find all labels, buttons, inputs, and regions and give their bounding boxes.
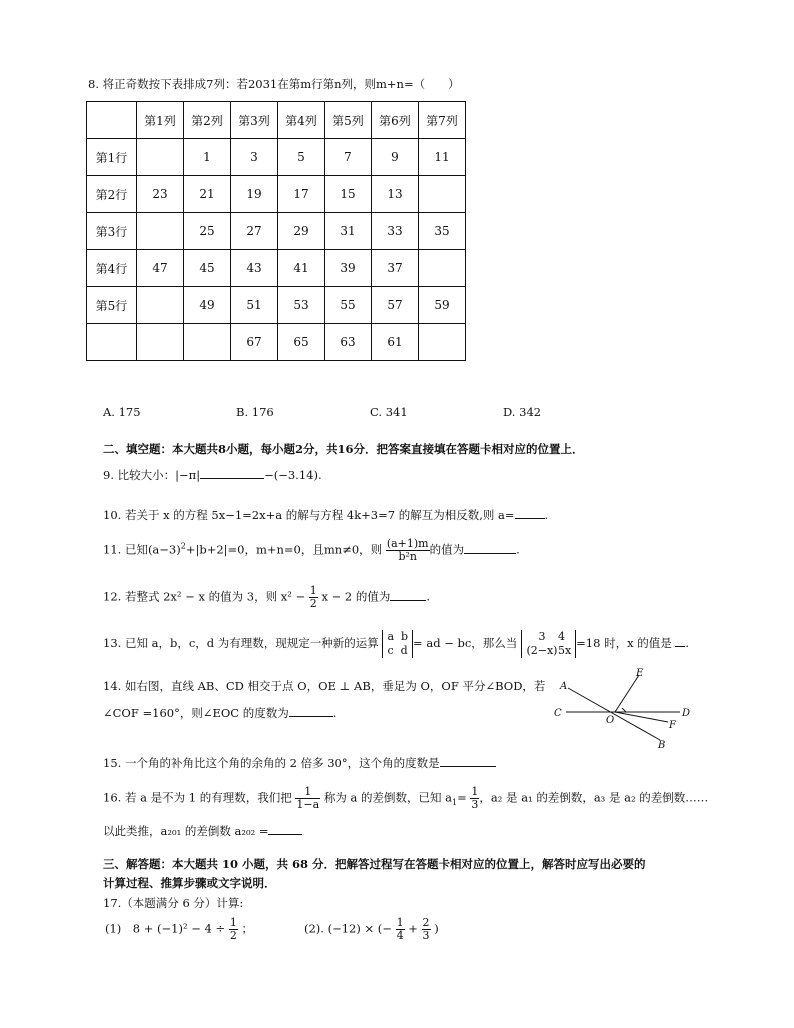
table-cell: [137, 287, 184, 324]
table-cell: 29: [278, 213, 325, 250]
table-cell: 63: [325, 324, 372, 361]
table-cell: 61: [372, 324, 419, 361]
q17-p2-den1: 4: [396, 929, 404, 942]
q17-p2-num2: 2: [422, 916, 430, 929]
q12-part-a: 12. 若整式 2x² − x 的值为 3，则 x² −: [103, 589, 306, 604]
perpendicular-mark: [622, 708, 626, 712]
q10: [103, 506, 548, 523]
q14-line2: [103, 704, 336, 721]
table-cell: [137, 213, 184, 250]
q14-end: .: [332, 706, 337, 720]
q16-numerator2: 1: [471, 785, 479, 798]
table-cell: 59: [419, 287, 466, 324]
table-cell: 43: [231, 250, 278, 287]
q14-answer-blank: [289, 704, 333, 717]
section3-line1: 三、解答题：本大题共 10 小题，共 68 分．把解答过程写在答题卡相对应的位置上，解答时应写出必要的: [103, 857, 646, 871]
table-cell: 41: [278, 250, 325, 287]
table-cell: 23: [137, 176, 184, 213]
table-cell: 第6列: [372, 102, 419, 139]
q11-part-d: 的值为: [429, 542, 465, 557]
table-cell: 19: [231, 176, 278, 213]
q17-part2-end: ): [434, 921, 439, 936]
q14-angle-figure: [552, 665, 692, 750]
table-cell: 37: [372, 250, 419, 287]
table-cell: 31: [325, 213, 372, 250]
table-cell: [184, 324, 231, 361]
table-cell: [87, 324, 137, 361]
q16-subscript: 1: [452, 797, 458, 807]
q8-option-a: A. 175: [103, 405, 141, 419]
table-cell: 51: [231, 287, 278, 324]
q11-answer-blank: [464, 541, 516, 554]
q11-exponent: 2: [180, 541, 186, 551]
table-cell: [137, 324, 184, 361]
det-cell: a: [387, 630, 394, 643]
q17-part1: [105, 917, 253, 942]
q13-determinant-abcd: [382, 630, 413, 658]
q17-part2: [304, 917, 439, 942]
q11: [103, 538, 520, 563]
table-cell: 13: [372, 176, 419, 213]
table-cell: 第5行: [87, 287, 137, 324]
table-cell: 25: [184, 213, 231, 250]
q12-denominator: 2: [309, 597, 317, 610]
det-cell: 5x: [557, 644, 572, 657]
q16-equals: =: [457, 790, 467, 805]
table-cell: 65: [278, 324, 325, 361]
table-cell: 57: [372, 287, 419, 324]
q11-fraction: [386, 538, 430, 563]
table-cell: 5: [278, 139, 325, 176]
q8-option-c: C. 341: [370, 405, 408, 419]
q17-part2-plus: +: [408, 921, 418, 936]
ray-oe: [615, 675, 639, 712]
q17-title: 17.（本题满分 6 分）计算:: [103, 896, 244, 910]
table-cell: 1: [184, 139, 231, 176]
q9-right: −(−3.14).: [264, 468, 322, 482]
label-c: C: [554, 708, 562, 719]
q11-denominator: b²n: [398, 550, 417, 563]
label-e: E: [636, 668, 644, 679]
q16-line1: [103, 786, 708, 811]
q11-part-c: +|b+2|=0，m+n=0，且mn≠0，则: [185, 542, 383, 557]
table-row: [87, 213, 466, 250]
section2-title: 二、填空题：本大题共8小题，每小题2分，共16分．把答案直接填在答题卡相对应的位置上．: [103, 442, 584, 456]
q16-line2: [103, 822, 302, 839]
table-cell: 第7列: [419, 102, 466, 139]
q16-part-b: 称为 a 的差倒数，已知 a: [323, 790, 453, 805]
q13: [103, 630, 689, 658]
q11-end: .: [516, 542, 520, 557]
q17-part2-fraction1: [396, 917, 405, 942]
q13-part-a: 13. 已知 a，b，c，d 为有理数，现规定一种新的运算: [103, 636, 379, 650]
q16-part-a: 16. 若 a 是不为 1 的有理数，我们把: [103, 790, 292, 805]
q12-fraction: [309, 585, 318, 610]
table-cell: 33: [372, 213, 419, 250]
table-cell: 67: [231, 324, 278, 361]
q15-answer-blank: [440, 754, 496, 767]
label-a: A: [560, 681, 568, 692]
table-cell: 第1列: [137, 102, 184, 139]
q8-stem: 8. 将正奇数按下表排成7列：若2031在第m行第n列，则m+n=（ ）: [88, 77, 460, 91]
det-cell: b: [401, 630, 409, 643]
table-cell: 47: [137, 250, 184, 287]
q16-denominator: 1−a: [296, 798, 320, 811]
table-cell: [87, 102, 137, 139]
table-cell: 55: [325, 287, 372, 324]
det-cell: c: [387, 644, 394, 657]
q17-part2-fraction2: [422, 917, 431, 942]
q12-part-b: x − 2 的值为: [321, 589, 391, 604]
det-cell: 3: [538, 630, 546, 643]
table-cell: 7: [325, 139, 372, 176]
table-cell: 39: [325, 250, 372, 287]
line-ab: [568, 688, 660, 740]
table-row: [87, 324, 466, 361]
table-cell: 第4列: [278, 102, 325, 139]
q17-part1-text: (1) 8 + (−1)² − 4 ÷: [105, 921, 226, 936]
q16-part-d: ，a₂ 是 a₁ 的差倒数，a₃ 是 a₂ 的差倒数……: [479, 790, 709, 805]
table-cell: 3: [231, 139, 278, 176]
table-cell: 第4行: [87, 250, 137, 287]
table-cell: 第5列: [325, 102, 372, 139]
q9-abs-pi: |−π|: [175, 468, 201, 482]
table-cell: [419, 250, 466, 287]
q9-label: 9. 比较大小：: [103, 468, 176, 482]
q13-part-c: =18 时，x 的值是: [576, 636, 672, 650]
q14-line2-text: ∠COF =160°，则∠EOC 的度数为: [103, 706, 289, 720]
q9-answer-blank: [200, 466, 264, 479]
label-d: D: [682, 708, 691, 719]
q17-p2-den2: 3: [422, 929, 430, 942]
table-cell: 53: [278, 287, 325, 324]
det-cell: 4: [557, 630, 565, 643]
table-row: [87, 287, 466, 324]
q10-text: 10. 若关于 x 的方程 5x−1=2x+a 的解与方程 4k+3=7 的解互为相反数,则 a=: [103, 508, 515, 522]
table-row: [87, 250, 466, 287]
q16-line2-text: 以此类推，a₂₀₁ 的差倒数 a₂₀₂ =: [103, 824, 269, 838]
table-header-row: [87, 102, 466, 139]
table-cell: 第1行: [87, 139, 137, 176]
table-cell: 49: [184, 287, 231, 324]
odd-number-table: [86, 101, 466, 361]
ray-of: [615, 712, 668, 722]
q12-numerator: 1: [309, 584, 317, 597]
table-cell: 第2行: [87, 176, 137, 213]
q9: [103, 466, 322, 483]
q17-p2-num1: 1: [396, 916, 404, 929]
table-row: [87, 176, 466, 213]
q13-answer-blank: [675, 634, 685, 647]
table-cell: 21: [184, 176, 231, 213]
q13-part-b: = ad − bc，那么当: [413, 636, 518, 650]
table-cell: [419, 324, 466, 361]
q11-numerator: (a+1)m: [386, 537, 429, 550]
q16-fraction-diff: [295, 786, 320, 811]
table-cell: 45: [184, 250, 231, 287]
q17-p1-den: 2: [229, 929, 237, 942]
q17-p1-num: 1: [229, 916, 237, 929]
table-cell: 第2列: [184, 102, 231, 139]
q13-end: .: [685, 636, 690, 650]
table-cell: [419, 176, 466, 213]
q17-part1-fraction: [229, 917, 238, 942]
q17-part2-text: (2). (−12) × (−: [304, 921, 392, 936]
table-cell: 第3行: [87, 213, 137, 250]
section3-line2: 计算过程、推算步骤或文字说明．: [103, 876, 276, 890]
q16-answer-blank: [268, 822, 302, 835]
table-cell: 17: [278, 176, 325, 213]
table-cell: 27: [231, 213, 278, 250]
table-cell: 9: [372, 139, 419, 176]
table-row: [87, 139, 466, 176]
table-cell: 35: [419, 213, 466, 250]
q15: [103, 754, 496, 771]
q12: [103, 585, 430, 610]
q13-determinant-values: [521, 630, 576, 658]
label-b: B: [658, 740, 666, 750]
det-cell: d: [400, 644, 408, 657]
q8-option-d: D. 342: [503, 405, 542, 419]
q15-text: 15. 一个角的补角比这个角的余角的 2 倍多 30°，这个角的度数是: [103, 756, 440, 770]
q12-end: .: [426, 589, 430, 604]
q10-answer-blank: [515, 506, 545, 519]
table-cell: 第3列: [231, 102, 278, 139]
q14-line1: 14. 如右图，直线 AB、CD 相交于点 O，OE ⊥ AB，垂足为 O，OF 平分∠BOD，若: [103, 679, 546, 693]
q16-denominator2: 3: [471, 798, 479, 811]
det-cell: (2−x): [526, 644, 558, 657]
table-cell: 11: [419, 139, 466, 176]
label-f: F: [669, 720, 676, 731]
q10-end: .: [544, 508, 549, 522]
q12-answer-blank: [390, 588, 426, 601]
q16-numerator: 1: [295, 786, 320, 799]
q8-option-b: B. 176: [236, 405, 274, 419]
q11-part-a: 11. 已知(a−3): [103, 542, 181, 557]
label-o: O: [606, 715, 615, 726]
q17-part1-end: ；: [241, 921, 253, 936]
table-cell: [137, 139, 184, 176]
table-cell: 15: [325, 176, 372, 213]
